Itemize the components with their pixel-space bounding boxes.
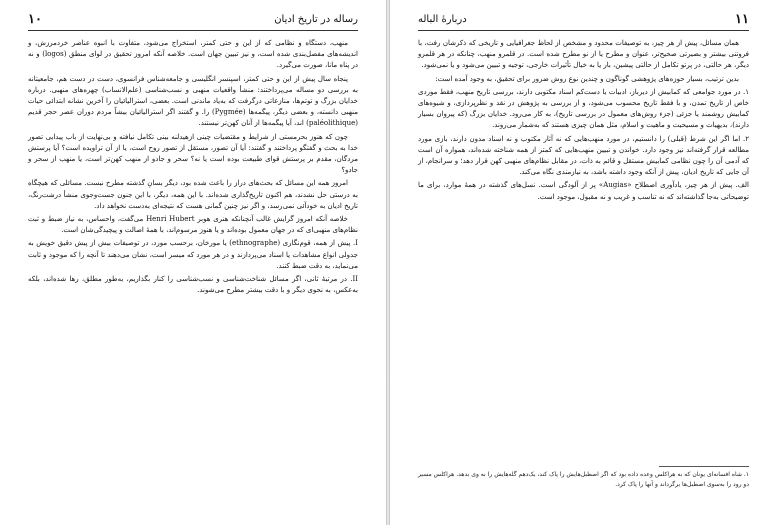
left-running-head: رسالە در تاریخ ادیان xyxy=(274,13,358,25)
left-paragraph: خلاصه آنکه امروز گرایش غالب آنچنانکه هنری هوبر Henri Hubert می‌گفت، واحساس، به نیاز ضبط و ثبت نظام‌های منهبی‌ای که در جهان معمول بوده‌اند و یا هنوز مرسوم‌اند، با همهٔ اصالت و پیچیدگی‌شان است. xyxy=(28,215,358,235)
right-page-number: ۱۱ xyxy=(735,11,749,27)
right-page xyxy=(390,0,777,525)
left-page-body xyxy=(28,38,358,516)
left-list-item: II. در مرتبهٔ ثانی، اگر مسائل شناخت‌شناسی و نسب‌شناسی را کنار بگذاریم، به‌طور مطلق، رها شده‌اند، بلکه به‌عکس، به نحوی دیگر و با دقت بیشتر مطرح می‌شوند. xyxy=(28,275,358,295)
footnote-rule xyxy=(659,466,749,467)
left-paragraph: چون که هنوز بحرمستی از شرایط و مقتضیات چینی ازهیدلنه بینی تکامل نیافته و بی‌نهایت از باب پیدایی تصور خدا به بحث و گفتگو پرداختند و گفتند: آیا آن تصور، مستقل از تصور روح است، یا از آن تراویده است؟ آیا پرستش مردگان، مقدم بر پرستش قوای طبیعت بوده است یا نه؟ سحر و جادو از منهب کهن‌تر است، یا منهب از سحر و جادو؟ xyxy=(28,132,358,175)
left-paragraph: منهب، دستگاه و نظامی که از این و حتی کمتر، استخراج می‌شود، متفاوت با انبوه عناصر خردمرزش، و اندیشه‌های مفصل‌بندی شده است، و نیز تبیین جهان است. خلاصه آنکه امروز تحقیق در لوای منطق (logos) و نه در پناه مانا، صورت می‌گیرد. xyxy=(28,39,358,70)
left-list-item: I. پیش از همه، قوم‌نگاری (ethnographe) یا مورخان، برحسب مورد، در توصیفات بیش از پیش دقیق خویش به جدولی انواع مشاهدات یا اسناد می‌پردازند و در هر مورد که میسر است، نشان می‌دهند تا آنچه را که موجود و ثابت می‌نماید، به دقت ضبط کنند. xyxy=(28,239,359,270)
right-page-body xyxy=(418,38,749,460)
left-paragraph: پنجاه سال پیش از این و حتی کمتر، اسپنسر انگلیسی و جامعه‌شناس فرانسوی، دست در دست هم، جامعیتانه به بررسی دو مساله می‌پرداختند: منشأ واقعیات منهبی و نسب‌شناسی (علم‌الانساب) چهره‌های منهبی. درباره خدایان بزرگ و توتم‌ها، منازعاتی درگرفت که به‌یاد ماندنی است. بعضی، استرالیائیان را آخرین نشانه ابتدائی حیات منهبی دانسته، و بعضی دیگر، پیگمه‌ها (Pygmée) را. و گفتند اگر استرالیائیان بیشاً مردم دوران عصر حجر قدیم (paléolithique) اند، آیا پیگمه‌ها از آنان کهن‌تر نیستند. xyxy=(28,74,358,128)
left-page-number: ۱۰ xyxy=(28,11,42,27)
right-paragraph: همان مسائل، پیش از هر چیز، به توصیفات محدود و مشخص از لحاظ جغرافیایی و تاریخی که ذکرشان رفت، با فروتنی بیشتر و بصیرتی صحیح‌تر، عنوان و مطرح یا از نو مطرح شده است. در قلمرو منهب، چنانکه در هر قلمرو دیگر، هر حالتی، در پرتو تکامل از حالتی پیشین، بار یا به خیال تأثیرات خارجی، توجیه و تبیین می‌شود و یا نمی‌شود. xyxy=(418,39,749,70)
right-list-item: الف. پیش از هر چیز، یادآوری اصطلاح «Augias» پر از آلودگی است. نسل‌های گذشته در همهٔ موارد، برای ما توضیحاتی به‌جا گذاشته‌اند که نه تناسب و غریب و نه مقبول، موجود است. xyxy=(418,181,749,201)
right-list-item: ۲. اما اگر این شرط (قبلی) را دانستیم، در مورد منهب‌هایی که نه آثار مکتوب و نه اسناد مدون دارند، بازی مورد مطالعه قرار گرفته‌اند نیز وجود دارد. خواندن و تبیین منهب‌هایی که کمتر از همه شناخته شده‌اند، همواره آن است که آدمی آن را چون نظامی کمابیش مستقل و قائم به ذات، در مقابل نظام‌های منهبی کهن قرار دهد؛ و سرانجام، از آن جایی که تاریخ ادیان، پیش از آنکه وجود داشته باشد، به نیازمندی نگاه می‌کند. xyxy=(418,134,749,177)
right-header-rule xyxy=(418,30,749,31)
left-header-rule xyxy=(28,30,358,31)
footnote: ۱. شاه افسانه‌ای یونان که به هراکلس وعده داده بود که اگر اصطبل‌هایش را پاک کند، یک‌دهم گله‌هایش را به وی بدهد. هراکلس مسیر دو رود را به‌سوی اصطبل‌ها برگرداند و آنها را پاک کرد. xyxy=(418,471,749,488)
right-page-header xyxy=(418,10,749,28)
right-running-head: دربارهٔ الباله xyxy=(418,13,467,25)
left-page-header xyxy=(28,10,358,28)
right-list-item: ۱. در مورد جوامعی که کمابیش از دیرباز، ادبیات یا دست‌کم اسناد مکتوبی دارند، بررسی تاریخ منهب، فقط موردی خاص از تاریخ تمدن، و با فقط تاریخ محسوب می‌شود، و از بررسی به پژوهش در نقد و نظرپردازی، و شیوه‌های کمابیش روشمند یا جزئی (جزء روش‌های معمول در بررسی تاریخ)، به کار می‌رود. خدایان بزرگ (که پیروان بسیار دارند)، بدیهیات و مسیحیت و ماهیت و اسلام، مثل همان چیزی هستند که به‌شمار می‌روند. xyxy=(418,87,749,130)
left-paragraph: امروز همه این مسائل که بحث‌های دراز را باعث شده بود، دیگر بسانِ گذشته مطرح نیست. مسائلی که هیچگاه به درستی حل نشدند، هم اکنون تاریخ‌گذاری شده‌اند. با این همه، دیگر، با این جنون جست‌وجوی منشأ درشت‌رنگ، تاریخ ادیان به خودآئی نمی‌رسد، و اگر نیز چنین گمانی هست که نتیجه‌ای به‌دست نخواهد داد. xyxy=(28,179,358,210)
right-paragraph: بدین ترتیب، بسیار حوزه‌های پژوهشی گوناگون و چندین نوع روش ضرور برای تحقیق، به وجود آمده است: xyxy=(435,74,739,83)
left-page xyxy=(0,0,386,525)
